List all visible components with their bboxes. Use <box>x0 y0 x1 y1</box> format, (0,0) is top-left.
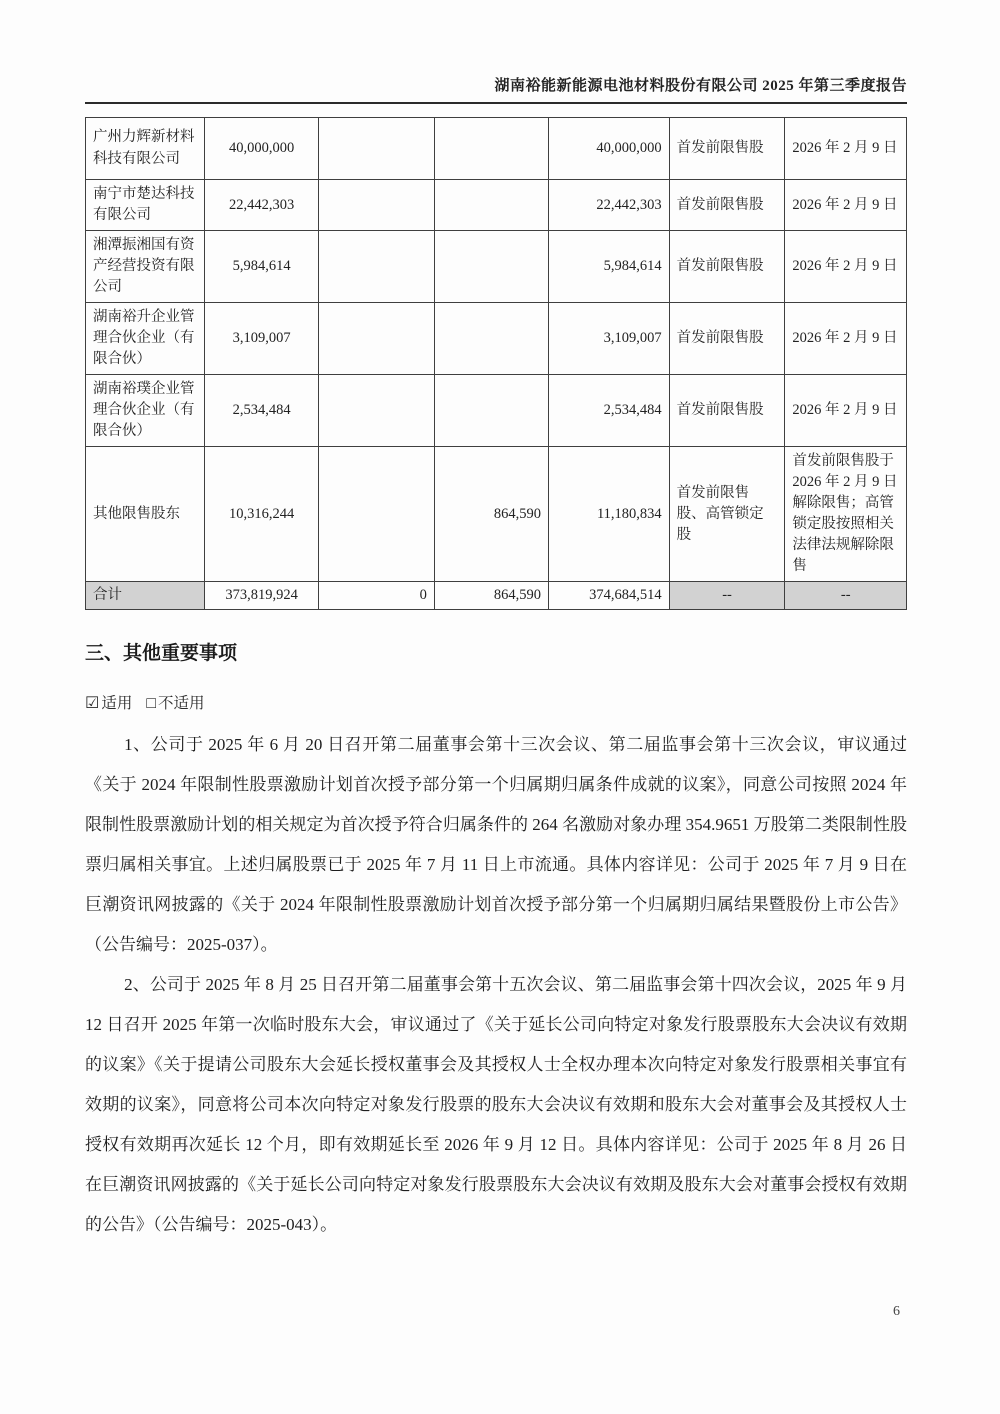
page-number: 6 <box>893 1304 900 1319</box>
release-date-cell: 2026 年 2 月 9 日 <box>785 231 907 303</box>
table-cell: -- <box>785 582 907 610</box>
table-cell: 2,534,484 <box>205 375 319 447</box>
table-cell <box>434 375 548 447</box>
section-body <box>85 725 907 1245</box>
restriction-type-cell: 首发前限售股 <box>669 375 785 447</box>
restriction-type-cell: 首发前限售股 <box>669 231 785 303</box>
table-row <box>86 447 907 582</box>
table-cell <box>319 375 435 447</box>
table-row <box>86 375 907 447</box>
shareholder-name-cell: 湖南裕璞企业管理合伙企业（有限合伙） <box>86 375 205 447</box>
table-cell: 373,819,924 <box>205 582 319 610</box>
table-cell: 10,316,244 <box>205 447 319 582</box>
page-content <box>85 0 907 1245</box>
table-cell <box>319 118 435 180</box>
unchecked-checkbox-icon: □ <box>146 695 157 713</box>
table-row <box>86 118 907 180</box>
restriction-type-cell: 首发前限售股 <box>669 180 785 231</box>
table-cell <box>434 303 548 375</box>
applicability-line <box>85 691 907 713</box>
table-cell: 11,180,834 <box>549 447 670 582</box>
shareholder-name-cell: 湘潭振湘国有资产经营投资有限公司 <box>86 231 205 303</box>
table-row <box>86 180 907 231</box>
checked-checkbox-icon: ☑ <box>85 695 100 713</box>
table-cell: 5,984,614 <box>549 231 670 303</box>
total-label-cell: 合计 <box>86 582 205 610</box>
table-row <box>86 231 907 303</box>
shareholder-name-cell: 湖南裕升企业管理合伙企业（有限合伙） <box>86 303 205 375</box>
table-cell <box>319 447 435 582</box>
release-date-cell: 2026 年 2 月 9 日 <box>785 118 907 180</box>
restriction-type-cell: 首发前限售股 <box>669 118 785 180</box>
table-cell <box>434 180 548 231</box>
page-header <box>85 0 907 104</box>
release-date-cell: 首发前限售股于 2026 年 2 月 9 日解除限售；高管锁定股按照相关法律法规解除限售 <box>785 447 907 582</box>
table-cell: 374,684,514 <box>549 582 670 610</box>
table-cell: 40,000,000 <box>549 118 670 180</box>
table-cell: 2,534,484 <box>549 375 670 447</box>
table-cell <box>319 180 435 231</box>
table-cell <box>434 118 548 180</box>
table-cell: 0 <box>319 582 435 610</box>
applicable-label: 适用 <box>101 695 133 713</box>
table-cell <box>434 231 548 303</box>
paragraph-2: 2、公司于 2025 年 8 月 25 日召开第二届董事会第十五次会议、第二届监事会第十四次会议，2025 年 9 月 12 日召开 2025 年第一次临时股东大会，审议通过了《关于延长公司向特定对象发行股票股东大会决议有效期的议案》《关于提请公司股东大会延长授权董事会及其授权人士全权办理本次向特定对象发行股票相关事宜有效期的议案》，同意将公司本次向特定对象发行股票的股东大会决议有效期和股东大会对董事会及其授权人士授权有效期再次延长 12 个月，即有效期延长至 2026 年 9 月 12 日。具体内容详见：公司于 2025 年 8 月 26 日在巨潮资讯网披露的《关于延长公司向特定对象发行股票股东大会决议有效期及股东大会对董事会授权有效期的公告》（公告编号：2025-043）。 <box>85 975 907 1235</box>
shareholder-name-cell: 广州力辉新材料科技有限公司 <box>86 118 205 180</box>
table-cell: 22,442,303 <box>549 180 670 231</box>
release-date-cell: 2026 年 2 月 9 日 <box>785 180 907 231</box>
table-cell: 3,109,007 <box>205 303 319 375</box>
table-total-row <box>86 582 907 610</box>
shareholder-name-cell: 南宁市楚达科技有限公司 <box>86 180 205 231</box>
restricted-shares-table <box>85 117 907 610</box>
table-cell: 40,000,000 <box>205 118 319 180</box>
restriction-type-cell: 首发前限售股、高管锁定股 <box>669 447 785 582</box>
table-row <box>86 303 907 375</box>
report-title: 湖南裕能新能源电池材料股份有限公司 2025 年第三季度报告 <box>494 78 907 94</box>
table-cell: 864,590 <box>434 447 548 582</box>
paragraph-1: 1、公司于 2025 年 6 月 20 日召开第二届董事会第十三次会议、第二届监事会第十三次会议，审议通过《关于 2024 年限制性股票激励计划首次授予部分第一个归属期归属条件成就的议案》，同意公司按照 2024 年限制性股票激励计划的相关规定为首次授予符合归属条件的 264 名激励对象办理 354.9651 万股第二类限制性股票归属相关事宜。上述归属股票已于 2025 年 7 月 11 日上市流通。具体内容详见：公司于 2025 年 7 月 9 日在巨潮资讯网披露的《关于 2024 年限制性股票激励计划首次授予部分第一个归属期归属结果暨股份上市公告》（公告编号：2025-037）。 <box>85 735 907 955</box>
table-cell: -- <box>669 582 785 610</box>
shareholder-name-cell: 其他限售股东 <box>86 447 205 582</box>
table-cell <box>319 231 435 303</box>
not-applicable-label: 不适用 <box>158 695 205 713</box>
section-heading: 三、其他重要事项 <box>85 643 238 665</box>
table-cell: 22,442,303 <box>205 180 319 231</box>
table-cell: 3,109,007 <box>549 303 670 375</box>
release-date-cell: 2026 年 2 月 9 日 <box>785 375 907 447</box>
table-cell: 5,984,614 <box>205 231 319 303</box>
table-cell <box>319 303 435 375</box>
restriction-type-cell: 首发前限售股 <box>669 303 785 375</box>
release-date-cell: 2026 年 2 月 9 日 <box>785 303 907 375</box>
table-cell: 864,590 <box>434 582 548 610</box>
